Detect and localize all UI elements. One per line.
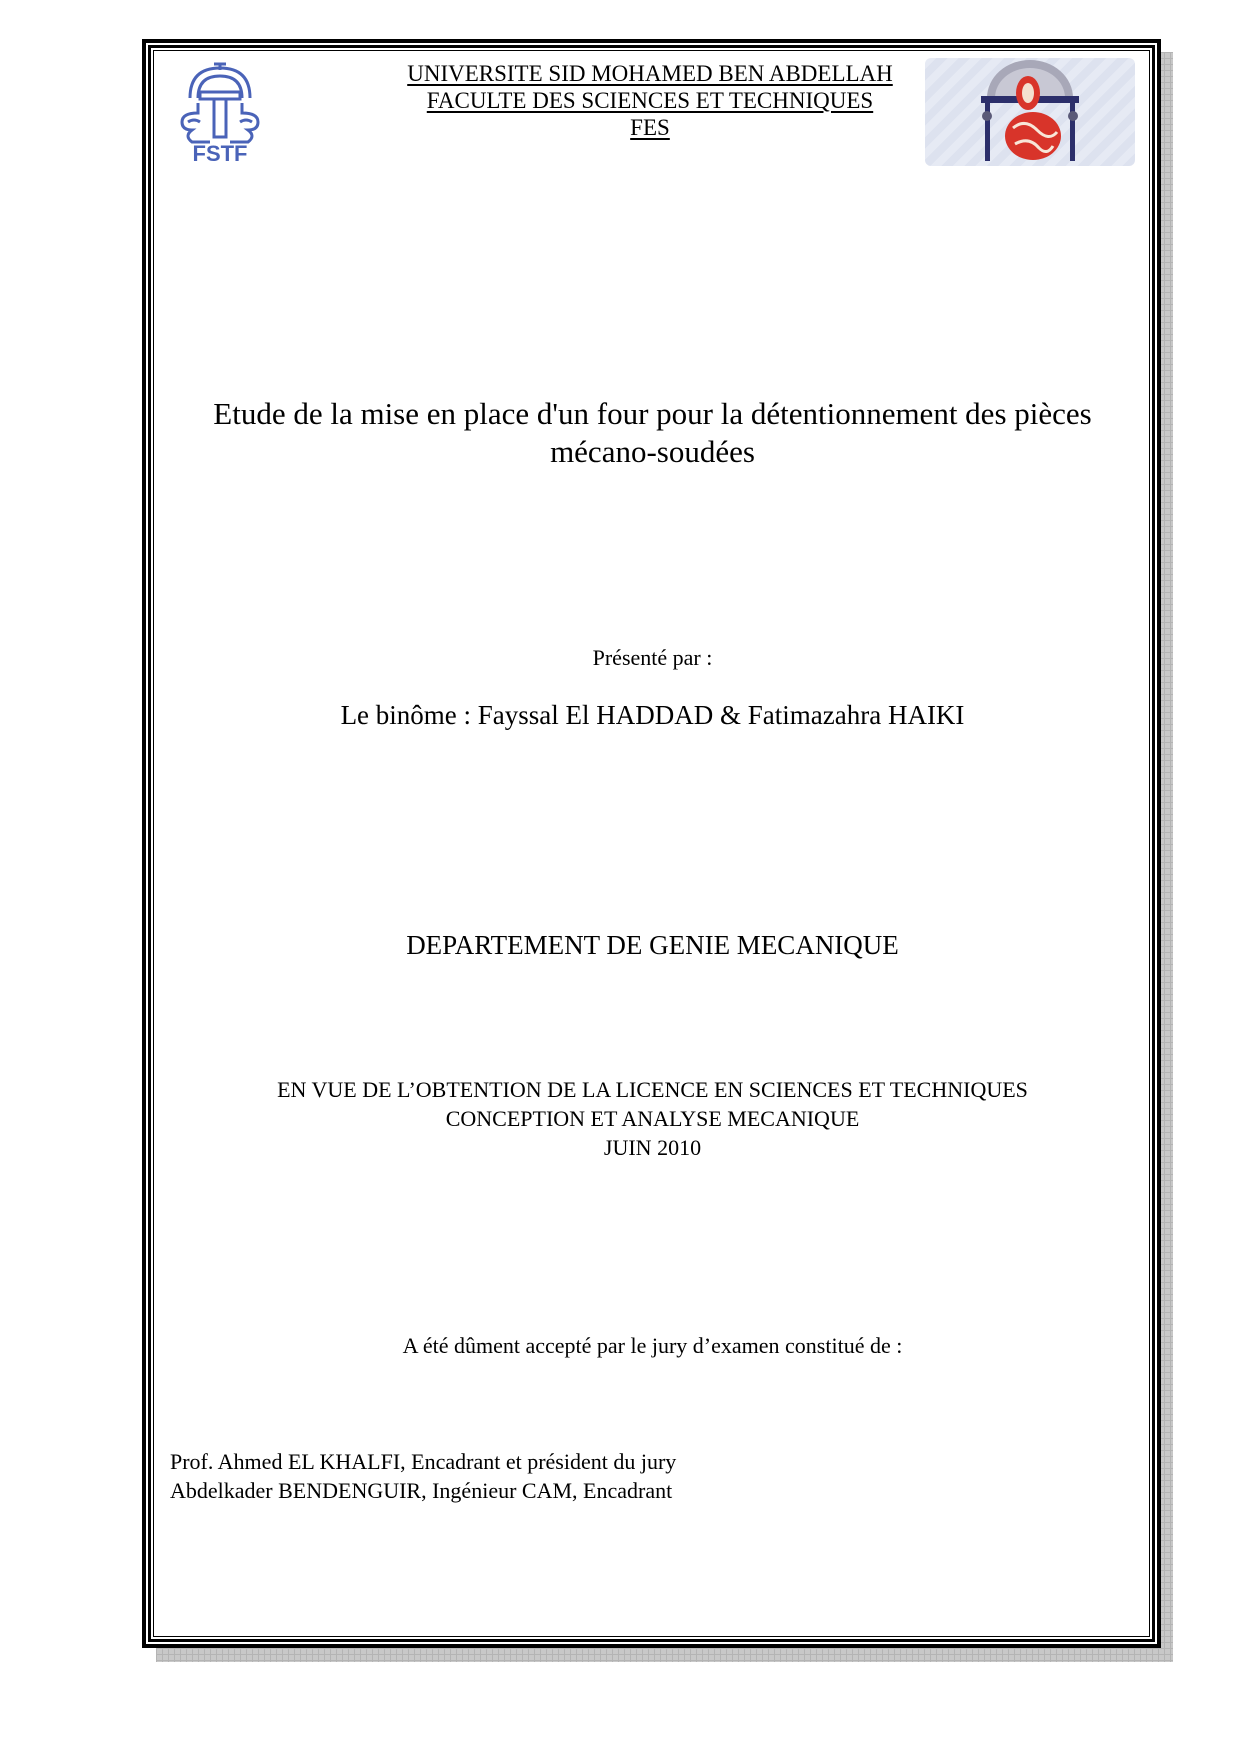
svg-text:FSTF: FSTF: [192, 141, 248, 163]
degree-info: [160, 1075, 1145, 1162]
acceptance-statement: A été dûment accepté par le jury d’examen constitué de :: [402, 1333, 903, 1358]
university-name: UNIVERSITE SID MOHAMED BEN ABDELLAH: [407, 61, 893, 86]
institution-header: [300, 60, 1000, 141]
thesis-title: [160, 395, 1145, 471]
department-name: DEPARTEMENT DE GENIE MECANIQUE: [406, 930, 899, 960]
thesis-title-line-2: mécano-soudées: [550, 434, 755, 469]
thesis-title-line-1: Etude de la mise en place d'un four pour la détentionnement des pièces: [213, 396, 1092, 431]
jury-member: Abdelkader BENDENGUIR, Ingénieur CAM, Encadrant: [170, 1478, 673, 1503]
university-emblem-icon: [925, 58, 1135, 166]
fstf-logo-icon: [170, 58, 270, 163]
authors: Le binôme : Fayssal El HADDAD & Fatimazahra HAIKI: [340, 700, 965, 730]
jury-member: Prof. Ahmed EL KHALFI, Encadrant et président du jury: [170, 1449, 677, 1474]
presented-by-label: Présenté par :: [592, 645, 713, 670]
degree-line-1: EN VUE DE L’OBTENTION DE LA LICENCE EN SCIENCES ET TECHNIQUES: [277, 1077, 1028, 1102]
degree-line-2: CONCEPTION ET ANALYSE MECANIQUE: [445, 1106, 860, 1131]
degree-date: JUIN 2010: [603, 1135, 702, 1160]
city-name: FES: [630, 115, 670, 140]
jury-list: [170, 1447, 676, 1505]
faculty-name: FACULTE DES SCIENCES ET TECHNIQUES: [426, 88, 874, 113]
